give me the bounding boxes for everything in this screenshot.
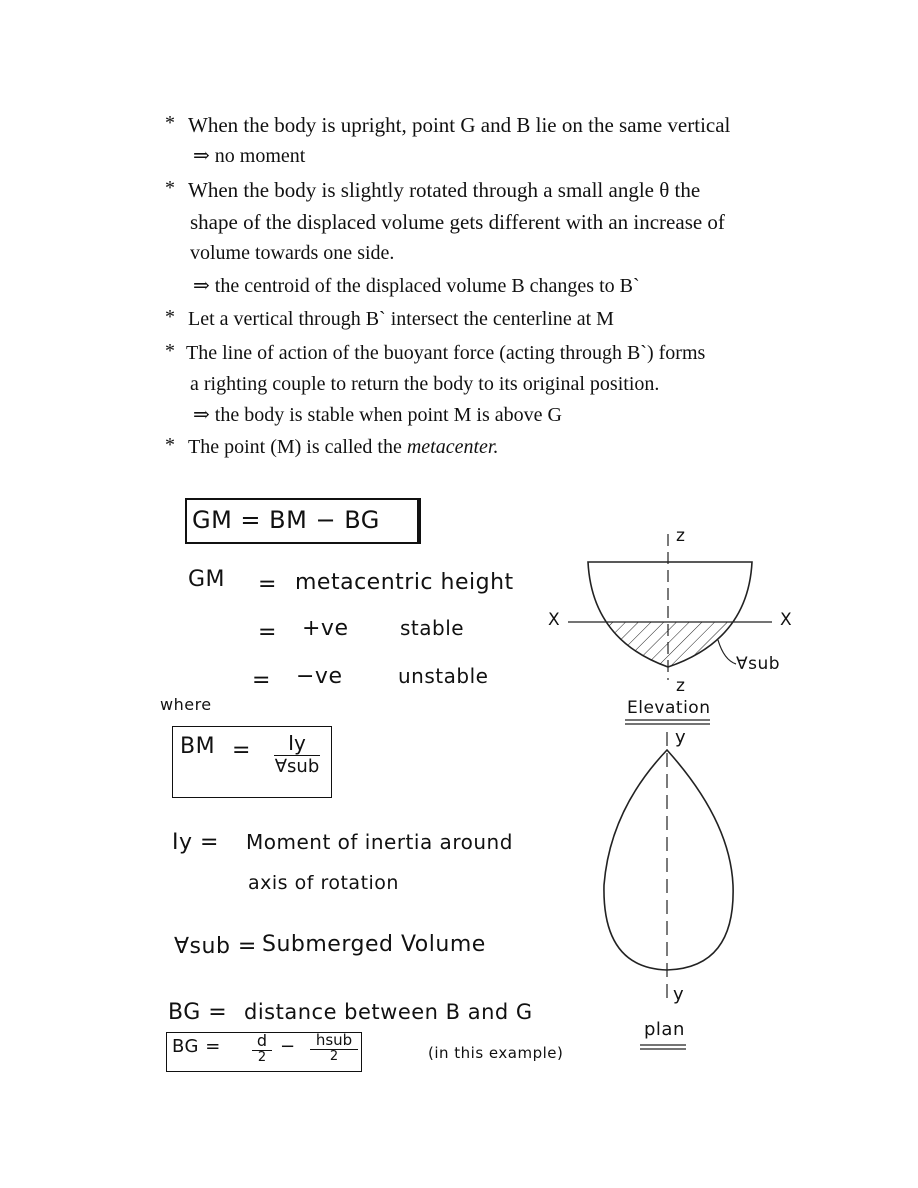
bullet-1-line-1: When the body is upright, point G and B lie on the same vertical — [188, 113, 731, 137]
example-note: (in this example) — [428, 1044, 564, 1062]
submerged-region — [580, 622, 760, 682]
bullet-marker: * — [165, 112, 175, 134]
minus-sign: − — [280, 1036, 296, 1057]
d-numerator: d — [252, 1031, 272, 1051]
bm-numerator: Iy — [274, 731, 320, 756]
minus-ve: −ve — [296, 664, 343, 689]
gm-label: GM — [188, 567, 226, 592]
bm-lhs: BM — [180, 734, 216, 759]
stable-label: stable — [400, 616, 465, 640]
bullet-4-line-2: a righting couple to return the body to its original position. — [190, 373, 660, 395]
bullet-marker: * — [165, 306, 175, 328]
bullet-3-line-1: Let a vertical through B` intersect the centerline at M — [188, 308, 614, 330]
z-top-label: z — [676, 526, 686, 546]
bg-def-lhs: BG = — [168, 1000, 228, 1025]
vsub-def-lhs: ∀sub = — [174, 934, 257, 959]
bullet-4-line-1: The line of action of the buoyant force (acting through B`) forms — [186, 342, 706, 364]
plan-outline — [604, 750, 733, 970]
bg-def: distance between B and G — [244, 1000, 533, 1024]
bm-denominator: ∀sub — [274, 756, 320, 777]
equals-sign: = — [258, 572, 277, 597]
metacentric-height: metacentric height — [295, 570, 514, 595]
equals-sign: = — [252, 668, 271, 693]
where-label: where — [160, 695, 212, 714]
vsub-def: Submerged Volume — [262, 932, 486, 957]
equals-sign: = — [258, 620, 277, 645]
elevation-label: Elevation — [627, 698, 711, 718]
iy-def-lhs: Iy = — [172, 830, 219, 855]
plan-label: plan — [644, 1019, 685, 1040]
x-right-label: X — [780, 610, 793, 630]
bullet-2-line-1: When the body is slightly rotated through a small angle θ the — [188, 178, 701, 202]
bullet-1-line-2: ⇒ no moment — [193, 145, 306, 167]
z-bottom-label: z — [676, 676, 686, 696]
two-denominator: 2 — [257, 1050, 267, 1065]
iy-def-line-1: Moment of inertia around — [246, 830, 513, 854]
vsub-label: ∀sub — [736, 654, 781, 674]
bullet-2-line-2: shape of the displaced volume gets different with an increase of — [190, 210, 725, 234]
x-left-label: X — [548, 610, 561, 630]
bullet-marker: * — [165, 434, 175, 456]
hsub-numerator: hsub — [310, 1031, 358, 1050]
bullet-marker: * — [165, 340, 175, 362]
plus-ve: +ve — [302, 616, 349, 641]
equals-sign: = — [232, 738, 251, 763]
bullet-2-line-3: volume towards one side. — [190, 242, 395, 264]
two-denominator: 2 — [329, 1049, 339, 1064]
metacenter-term: metacenter. — [406, 436, 499, 458]
iy-def-line-2: axis of rotation — [248, 872, 399, 894]
unstable-label: unstable — [398, 664, 489, 688]
bg-box-lhs: BG = — [172, 1036, 221, 1057]
bullet-4-line-3: ⇒ the body is stable when point M is above G — [193, 404, 562, 426]
bullet-2-line-4: ⇒ the centroid of the displaced volume B changes to B` — [193, 275, 640, 297]
gm-formula: GM = BM − BG — [192, 506, 380, 534]
bullet-5-prefix: The point (M) is called the — [188, 436, 407, 458]
vsub-leader — [718, 640, 736, 664]
y-top-label: y — [675, 727, 687, 748]
y-bottom-label: y — [673, 984, 685, 1005]
bullet-marker: * — [165, 177, 175, 199]
